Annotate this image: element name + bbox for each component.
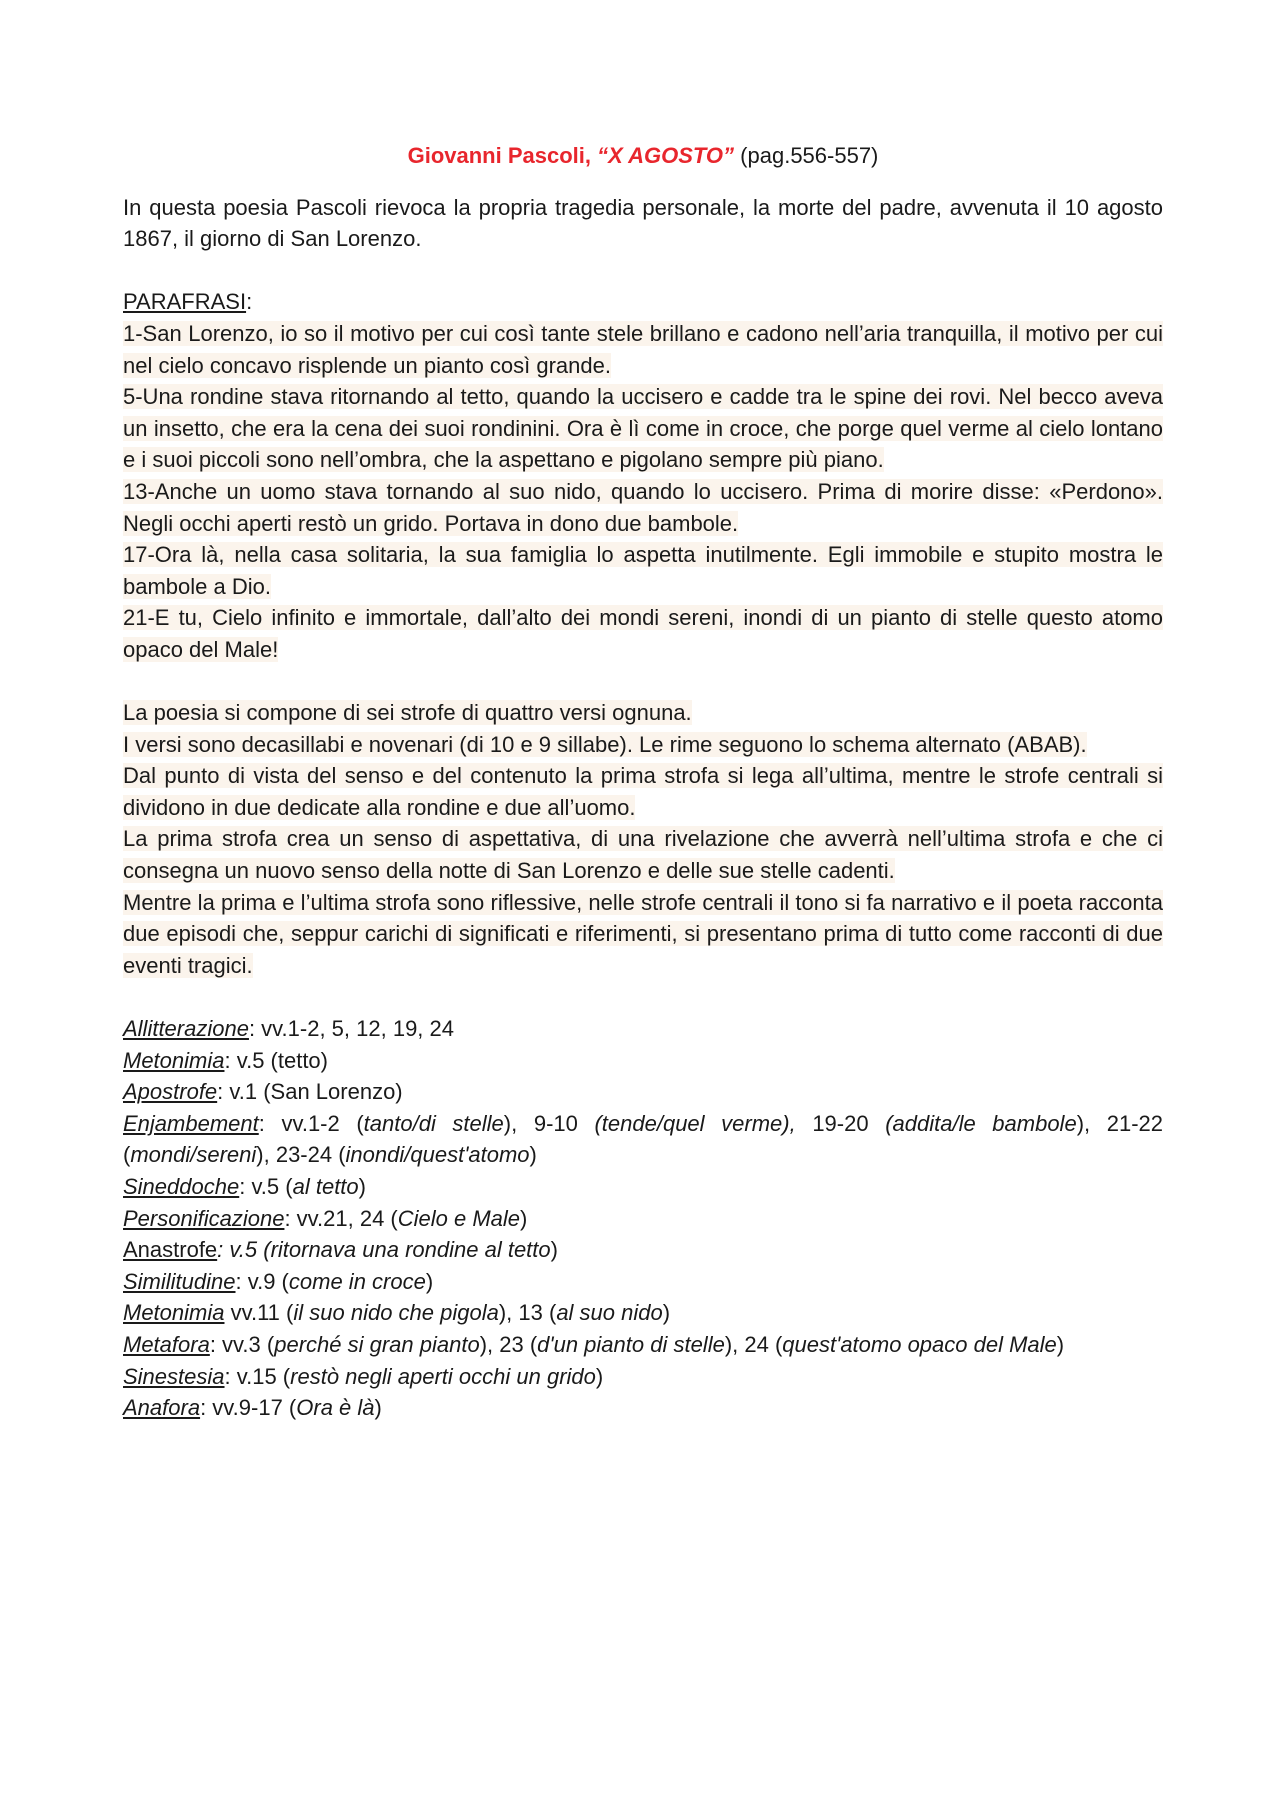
title-author: Giovanni Pascoli,: [407, 143, 591, 168]
figure-metafora: Metafora: vv.3 (perché si gran pianto), 23 (d'un pianto di stelle), 24 (quest'atomo opaco del Male): [123, 1331, 1065, 1357]
document-page: [123, 140, 1163, 1424]
figure-metonimia: Metonimia: v.5 (tetto): [123, 1047, 328, 1073]
document-title: [123, 140, 1163, 172]
parafrasi-paragraph: 1-San Lorenzo, io so il motivo per cui così tante stele brillano e cadono nell’aria tranquilla, il motivo per cui nel cielo concavo risplende un pianto così grande.: [123, 320, 1163, 378]
parafrasi-heading: PARAFRASI:: [123, 289, 253, 315]
figure-similitudine: Similitudine: v.9 (come in croce): [123, 1268, 434, 1294]
figure-metonimia: Metonimia vv.11 (il suo nido che pigola), 13 (al suo nido): [123, 1300, 671, 1326]
parafrasi-paragraph: 17-Ora là, nella casa solitaria, la sua famiglia lo aspetta inutilmente. Egli immobile e stupito mostra le bambole a Dio.: [123, 542, 1163, 599]
analysis-paragraph: Dal punto di vista del senso e del contenuto la prima strofa si lega all’ultima, mentre le strofe centrali si dividono in due dedicate alla rondine e due all’uomo.: [123, 763, 1163, 820]
analysis-paragraph: I versi sono decasillabi e novenari (di 10 e 9 sillabe). Le rime seguono lo schema alternato (ABAB).: [123, 731, 1087, 757]
figure-anastrofe: Anastrofe: v.5 (ritornava una rondine al tetto): [123, 1237, 558, 1263]
analysis-paragraph: La prima strofa crea un senso di aspettativa, di una rivelazione che avverrà nell’ultima strofa e che ci consegna un nuovo senso della notte di San Lorenzo e delle sue stelle cadenti.: [123, 826, 1163, 884]
analysis-paragraph: Mentre la prima e l’ultima strofa sono riflessive, nelle strofe centrali il tono si fa narrativo e il poeta racconta due episodi che, seppur carichi di significati e riferimenti, si presentano prima di tutto come racconti di due eventi tragici.: [123, 889, 1163, 978]
title-pages: (pag.556-557): [740, 143, 879, 168]
figure-sineddoche: Sineddoche: v.5 (al tetto): [123, 1174, 366, 1199]
parafrasi-paragraph: 21-E tu, Cielo infinito e immortale, dall’alto dei mondi sereni, inondi di un pianto di stelle questo atomo opaco del Male!: [123, 605, 1163, 662]
figure-anafora: Anafora: vv.9-17 (Ora è là): [123, 1395, 382, 1421]
parafrasi-paragraph: 5-Una rondine stava ritornando al tetto, quando la uccisero e cadde tra le spine dei rovi. Nel becco aveva un insetto, che era la cena dei suoi rondinini. Ora è lì come in croce, che porge quel verme al cielo lontano e i suoi piccoli sono nell’ombra, che la aspettano e pigolano sempre più piano.: [123, 384, 1163, 473]
intro-paragraph: In questa poesia Pascoli rievoca la propria tragedia personale, la morte del padre, avvenuta il 10 agosto 1867, il giorno di San Lorenzo.: [123, 194, 1163, 252]
figure-allitterazione: Allitterazione: vv.1-2, 5, 12, 19, 24: [123, 1016, 454, 1042]
figure-sinestesia: Sinestesia: v.15 (restò negli aperti occhi un grido): [123, 1363, 604, 1389]
figure-enjambement: Enjambement: vv.1-2 (tanto/di stelle), 9-10 (tende/quel verme), 19-20 (addita/le bambole), 21-22 (mondi/sereni), 23-24 (inondi/quest'atomo): [123, 1110, 1163, 1168]
analysis-paragraph: La poesia si compone di sei strofe di quattro versi ognuna.: [123, 700, 692, 726]
title-poem: “X AGOSTO”: [597, 143, 735, 168]
figure-apostrofe: Apostrofe: v.1 (San Lorenzo): [123, 1079, 403, 1105]
figures-list: [123, 1013, 1163, 1424]
parafrasi-paragraph: 13-Anche un uomo stava tornando al suo nido, quando lo uccisero. Prima di morire disse: «Perdono». Negli occhi aperti restò un grido. Portava in dono due bambole.: [123, 478, 1163, 536]
figure-personificazione: Personificazione: vv.21, 24 (Cielo e Male): [123, 1205, 528, 1231]
